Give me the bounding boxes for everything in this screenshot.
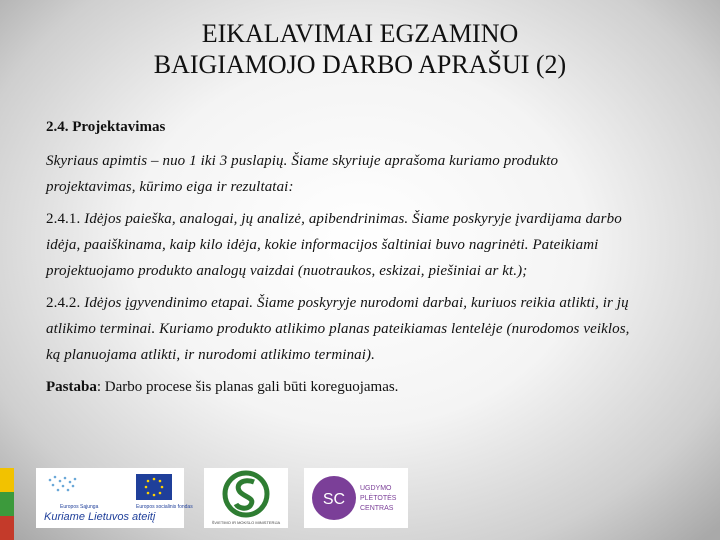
- eu-small-right: Europos socialinis fondas: [136, 504, 193, 510]
- slide-title: [0, 18, 720, 80]
- slide-content: [46, 114, 646, 400]
- ministry-caption: ŠVIETIMO IR MOKSLO MINISTERIJA: [211, 520, 281, 525]
- section-heading: 2.4. Projektavimas: [46, 119, 166, 135]
- item-number: 2.4.1.: [46, 211, 81, 227]
- upc-line-1: UGDYMO: [360, 485, 392, 492]
- eu-small-left: Europos Sąjunga: [60, 504, 99, 510]
- eu-slogan: Kuriame Lietuvos ateitį: [44, 511, 156, 523]
- item-text: Idėjos įgyvendinimo etapai. Šiame poskyryje nurodomi darbai, kuriuos reikia atlikti, ir jų atlikimo terminai. Kuriamo produkto atlikimo planas pateikiamas lentelėje (nurodomos veiklos, ką planuojama atlikti, ir nurodomi atlikimo terminai).: [46, 295, 630, 363]
- upc-short: SC: [322, 491, 346, 508]
- eu-logo-graphic: [36, 468, 193, 528]
- ministry-logo: [204, 468, 288, 528]
- ministry-s-icon: [204, 468, 288, 528]
- item-2-4-2: [46, 290, 646, 368]
- upc-graphic: [304, 468, 408, 528]
- note-label: Pastaba: [46, 379, 97, 395]
- note-paragraph: [46, 374, 646, 400]
- eu-esf-logo: [36, 468, 193, 528]
- item-number: 2.4.2.: [46, 295, 81, 311]
- item-2-4-1: [46, 206, 646, 284]
- title-line-2: BAIGIAMOJO DARBO APRAŠUI (2): [153, 50, 567, 79]
- upc-line-3: CENTRAS: [360, 505, 394, 512]
- title-line-1: EIKALAVIMAI EGZAMINO: [201, 19, 519, 48]
- upc-line-2: PLĖTOTĖS: [360, 495, 397, 502]
- note-text: : Darbo procese šis planas gali būti koreguojamas.: [96, 379, 399, 395]
- intro-paragraph: Skyriaus apimtis – nuo 1 iki 3 puslapių. Šiame skyriuje aprašoma kuriamo produkto projektavimas, kūrimo eiga ir rezultatai:: [46, 153, 559, 195]
- lithuanian-flag-icon: [0, 468, 14, 540]
- item-text: Idėjos paieška, analogai, jų analizė, apibendrinimas. Šiame poskyryje įvardijama darbo idėja, paaiškinama, kaip kilo idėja, kokie informacijos šaltiniai buvo nagrinėti. Pateikiami projektuojamo produkto analogų vaizdai (nuotraukos, eskizai, piešiniai ar kt.);: [46, 211, 622, 279]
- upc-logo: [304, 468, 408, 528]
